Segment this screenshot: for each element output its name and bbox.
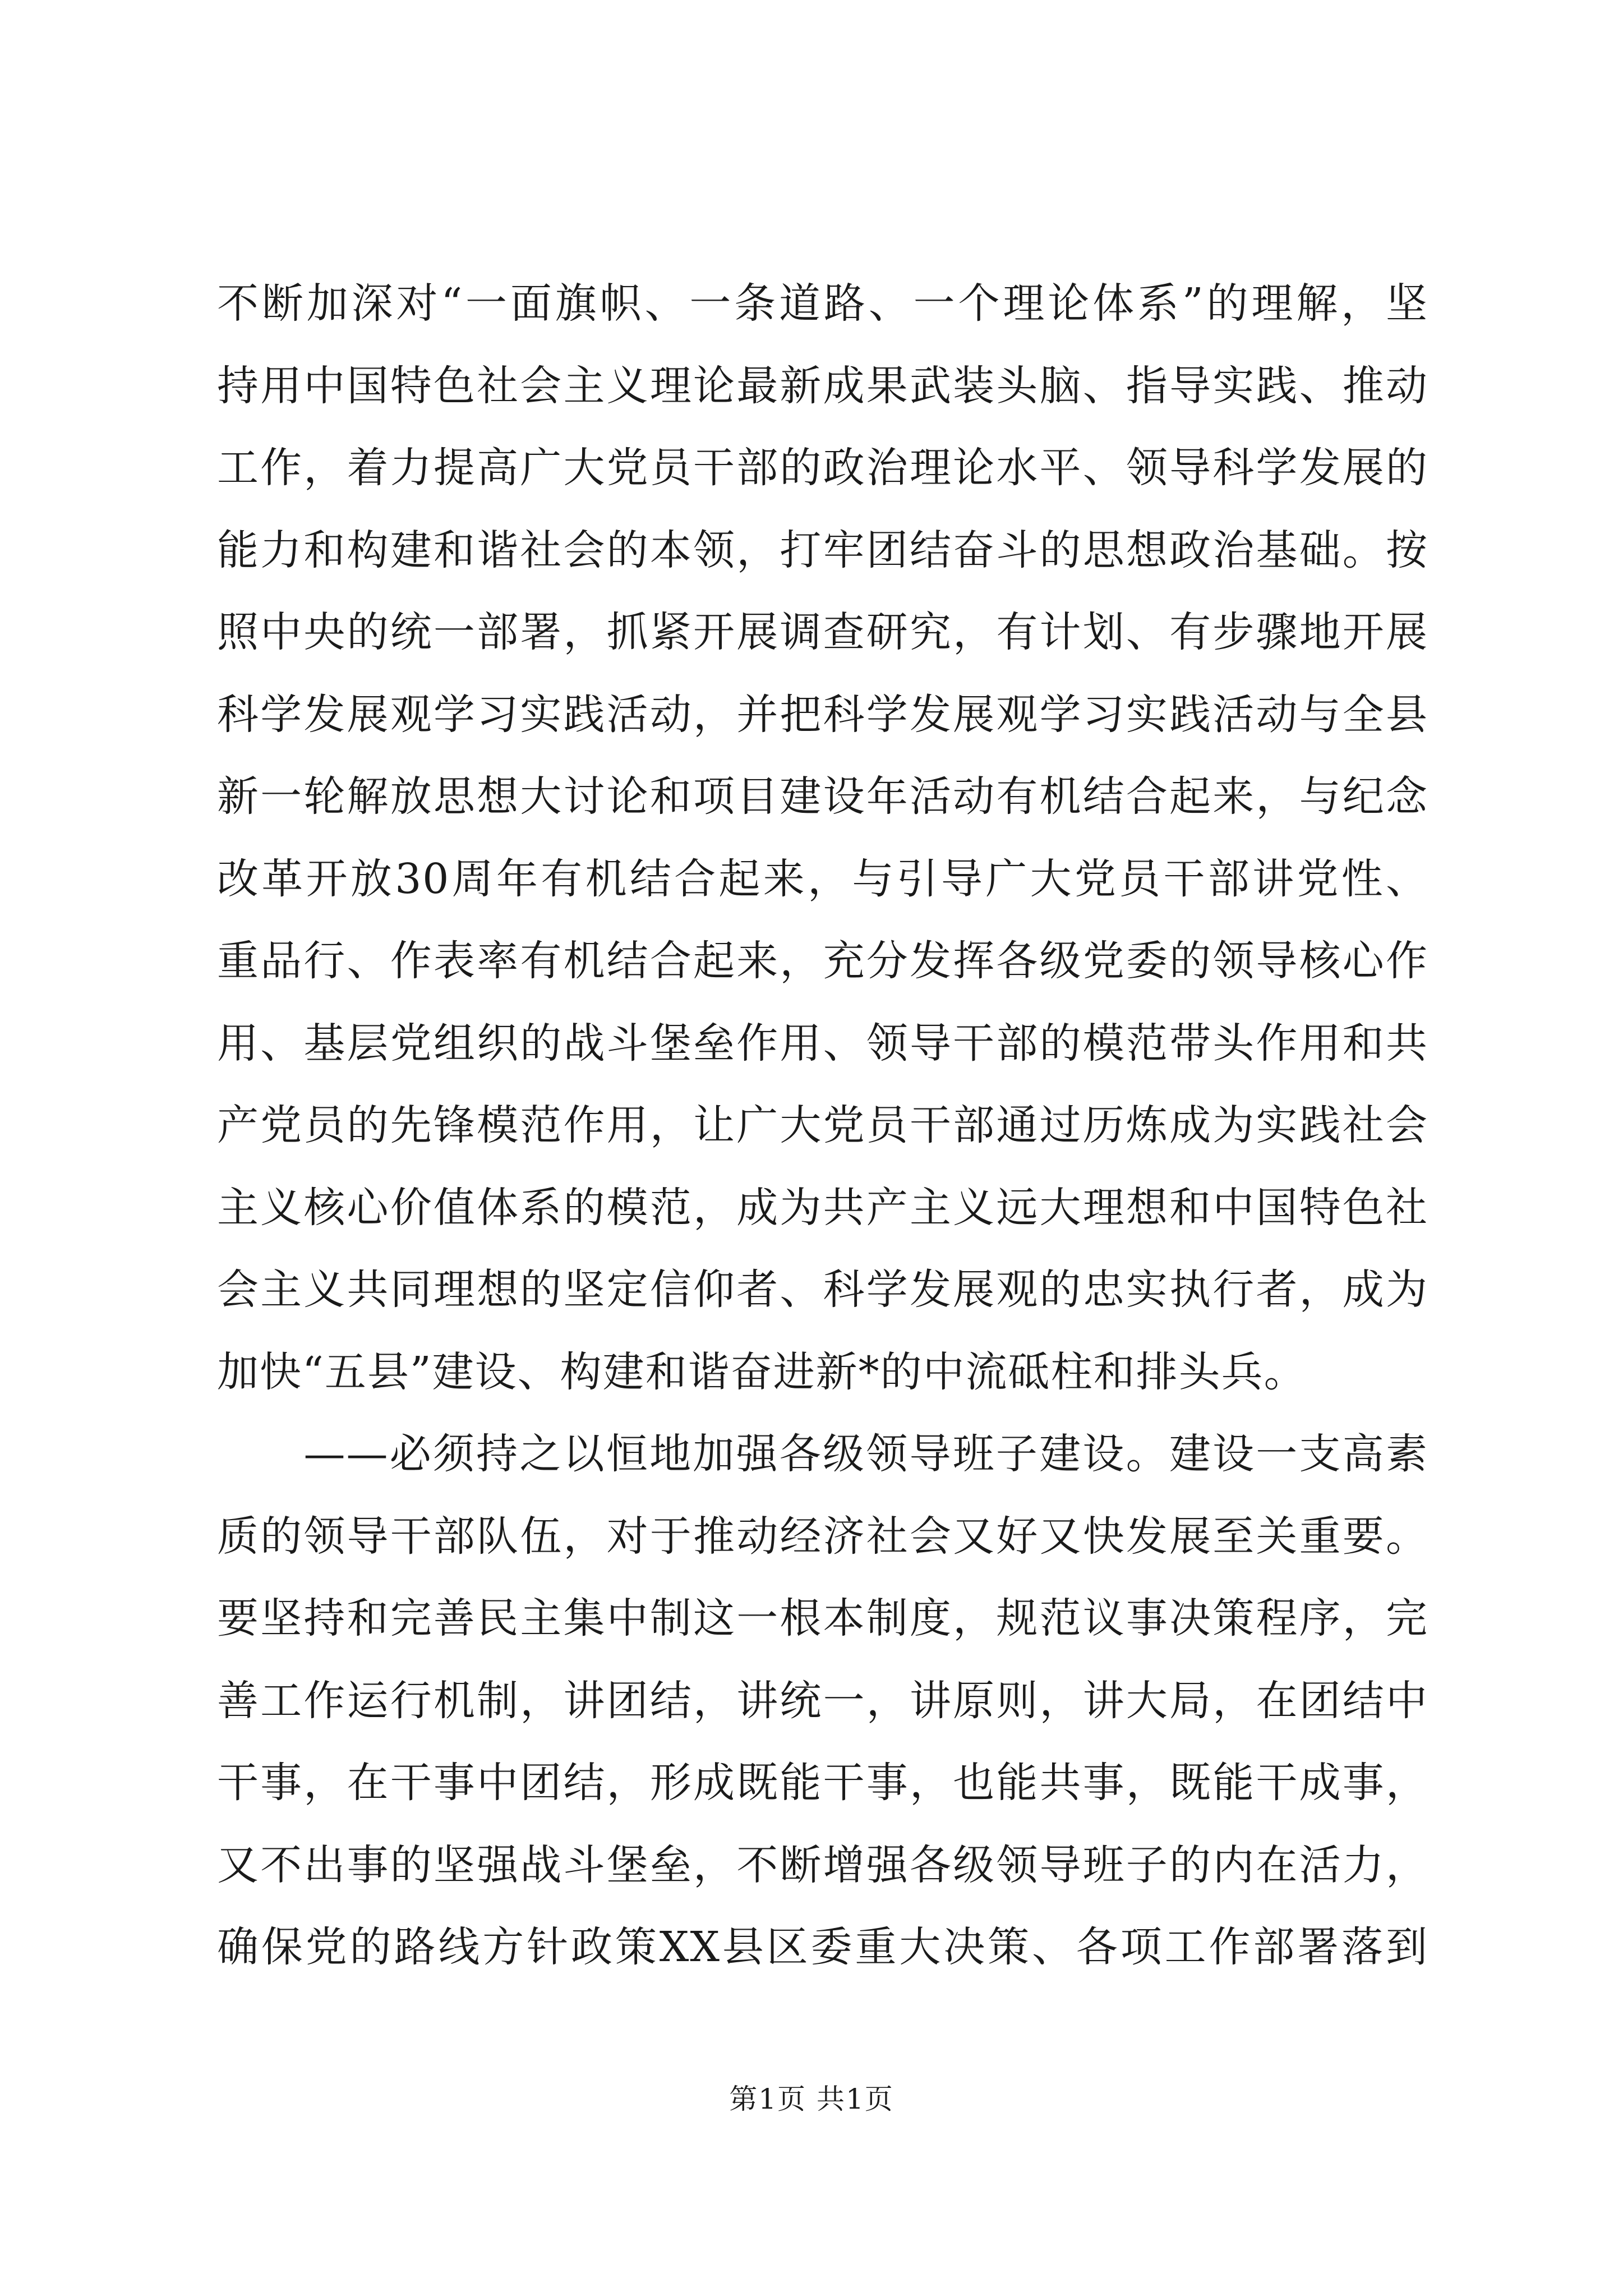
- text-line: 新一轮解放思想大讨论和项目建设年活动有机结合起来，与纪念: [217, 772, 1428, 821]
- text-line: 又不出事的坚强战斗堡垒，不断增强各级领导班子的内在活力，: [217, 1841, 1428, 1889]
- text-line: 确保党的路线方针政策XX县区委重大决策、各项工作部署落到: [217, 1923, 1428, 1971]
- text-line: 加快“五县”建设、构建和谐奋进新*的中流砥柱和排头兵。: [217, 1347, 1307, 1396]
- text-line: ——必须持之以恒地加强各级领导班子建设。建设一支高素: [217, 1430, 1428, 1478]
- text-line: 质的领导干部队伍，对于推动经济社会又好又快发展至关重要。: [217, 1512, 1428, 1561]
- text-line: 不断加深对“一面旗帜、一条道路、一个理论体系”的理解，坚: [217, 279, 1428, 328]
- text-line: 善工作运行机制，讲团结，讲统一，讲原则，讲大局，在团结中: [217, 1676, 1428, 1725]
- text-line: 会主义共同理想的坚定信仰者、科学发展观的忠实执行者，成为: [217, 1266, 1428, 1314]
- text-line: 照中央的统一部署，抓紧开展调查研究，有计划、有步骤地开展: [217, 608, 1428, 656]
- text-line: 干事，在干事中团结，形成既能干事，也能共事，既能干成事，: [217, 1759, 1428, 1807]
- text-line: 重品行、作表率有机结合起来，充分发挥各级党委的领导核心作: [217, 937, 1428, 985]
- document-body: [217, 263, 1428, 1989]
- text-line: 持用中国特色社会主义理论最新成果武装头脑、指导实践、推动: [217, 361, 1428, 410]
- text-line: 科学发展观学习实践活动，并把科学发展观学习实践活动与全县: [217, 690, 1428, 739]
- text-line: 改革开放30周年有机结合起来，与引导广大党员干部讲党性、: [217, 854, 1428, 903]
- text-line: 产党员的先锋模范作用，让广大党员干部通过历炼成为实践社会: [217, 1101, 1428, 1149]
- text-line: 用、基层党组织的战斗堡垒作用、领导干部的模范带头作用和共: [217, 1019, 1428, 1068]
- text-line: 能力和构建和谐社会的本领，打牢团结奋斗的思想政治基础。按: [217, 526, 1428, 574]
- page-footer: 第1页 共1页: [729, 2083, 894, 2115]
- text-line: 要坚持和完善民主集中制这一根本制度，规范议事决策程序，完: [217, 1594, 1428, 1642]
- text-line: 工作，着力提高广大党员干部的政治理论水平、领导科学发展的: [217, 444, 1428, 492]
- text-line: 主义核心价值体系的模范，成为共产主义远大理想和中国特色社: [217, 1183, 1428, 1232]
